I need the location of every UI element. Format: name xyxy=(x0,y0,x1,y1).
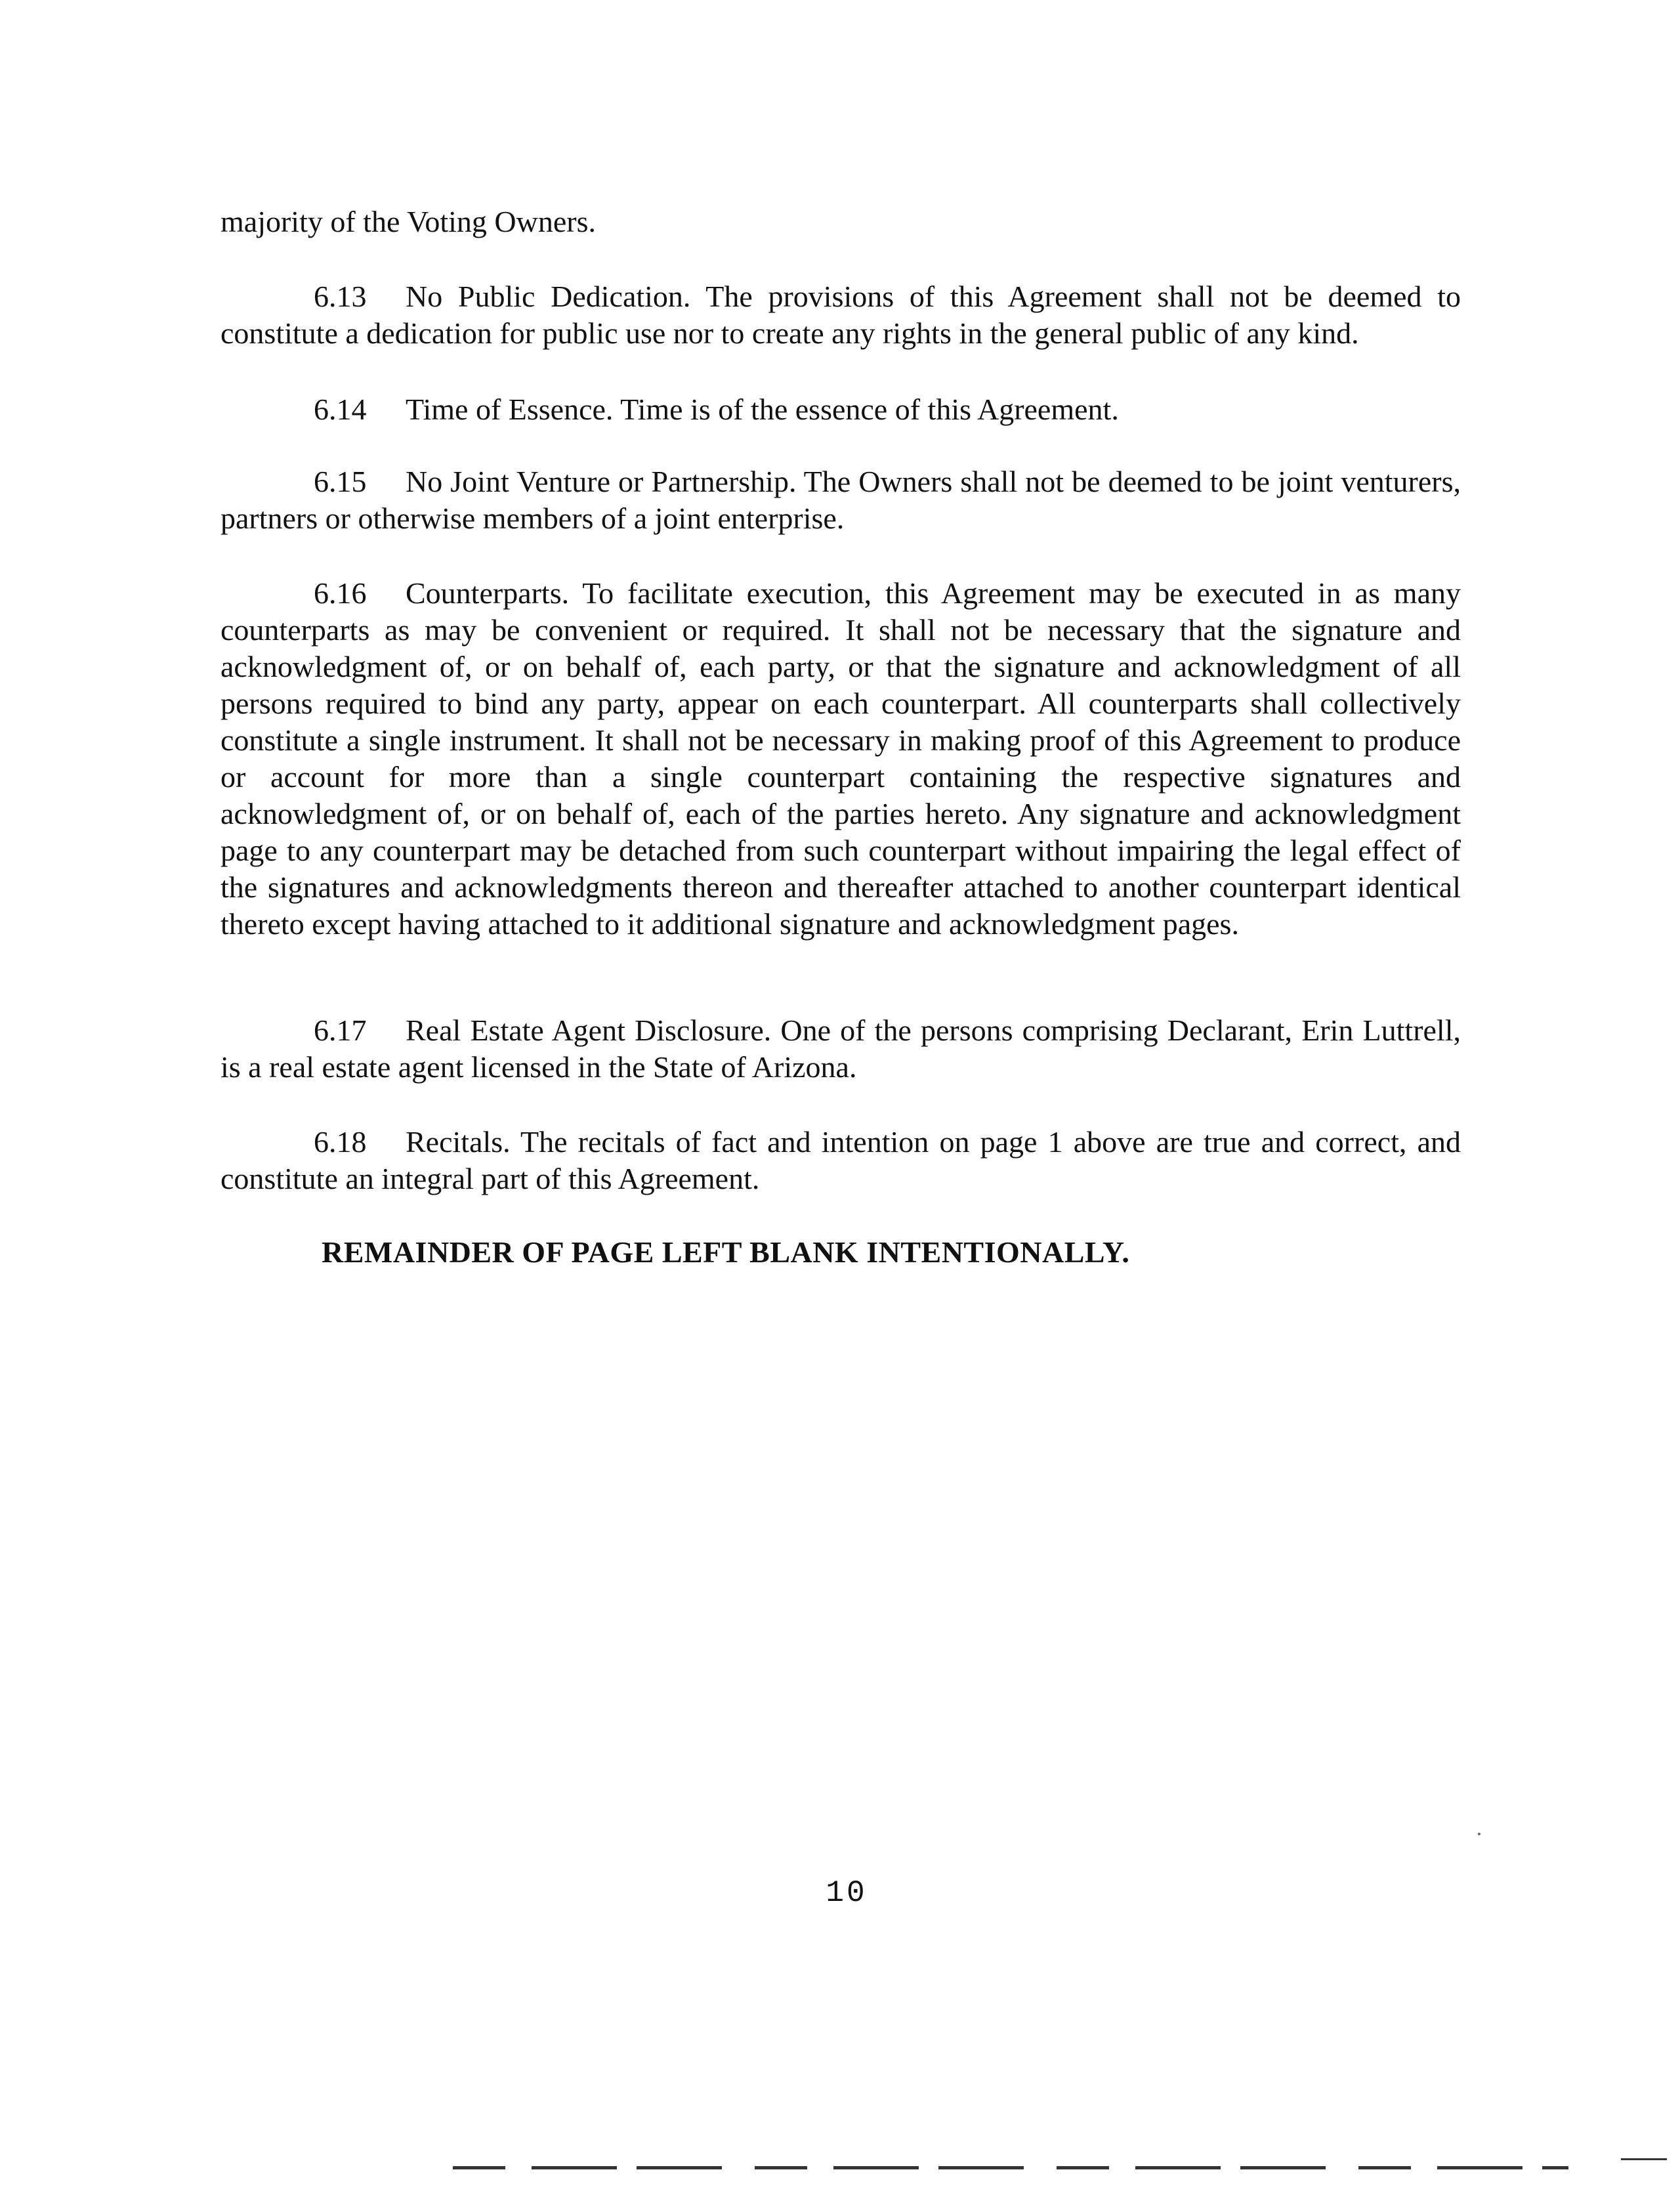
section-6-16 xyxy=(220,575,1461,943)
closing-heading: REMAINDER OF PAGE LEFT BLANK INTENTIONALLY. xyxy=(322,1235,1130,1269)
section-number: 6.17 xyxy=(314,1013,367,1047)
scan-artifact-mark xyxy=(1621,2158,1667,2160)
scan-artifact-line xyxy=(453,2166,1568,2169)
section-6-14 xyxy=(220,391,1461,428)
page-number: 10 xyxy=(826,1876,868,1910)
section-text: Counterparts. To facilitate execution, this Agreement may be executed in as many counterparts as may be convenient or required. It shall not be necessary that the signature and acknowledgment of, or on behalf of, each party, or that the signature and acknowledgment of all persons required to bind any party, appear on each counterpart. All counterparts shall collectively constitute a single instrument. It shall not be necessary in making proof of this Agreement to produce or account for more than a single counterpart containing the respective signatures and acknowledgment of, or on behalf of, each of the parties hereto. Any signature and acknowledgment page to any counterpart may be detached from such counterpart without impairing the legal effect of the signatures and acknowledgments thereon and thereafter attached to another counterpart identical thereto except having attached to it additional signature and acknowledgment pages. xyxy=(220,576,1461,941)
continuation-line: majority of the Voting Owners. xyxy=(220,205,596,238)
section-text: No Public Dedication. The provisions of this Agreement shall not be deemed to constitute a dedication for public use nor to create any rights in the general public of any kind. xyxy=(220,280,1461,350)
section-number: 6.14 xyxy=(314,393,367,426)
section-6-17 xyxy=(220,1012,1461,1086)
section-number: 6.13 xyxy=(314,280,367,313)
section-6-18 xyxy=(220,1124,1461,1197)
section-text: Recitals. The recitals of fact and intention on page 1 above are true and correct, and constitute an integral part of this Agreement. xyxy=(220,1125,1461,1195)
section-number: 6.15 xyxy=(314,465,367,498)
section-number: 6.16 xyxy=(314,576,367,610)
section-6-13 xyxy=(220,278,1461,352)
section-text: Time of Essence. Time is of the essence of this Agreement. xyxy=(406,393,1119,426)
section-6-15 xyxy=(220,463,1461,537)
section-text: No Joint Venture or Partnership. The Owners shall not be deemed to be joint venturers, partners or otherwise members of a joint enterprise. xyxy=(220,465,1461,535)
scan-artifact-dot xyxy=(1478,1833,1480,1835)
section-number: 6.18 xyxy=(314,1125,367,1159)
section-text: Real Estate Agent Disclosure. One of the persons comprising Declarant, Erin Luttrell, is a real estate agent licensed in the State of Arizona. xyxy=(220,1013,1461,1084)
